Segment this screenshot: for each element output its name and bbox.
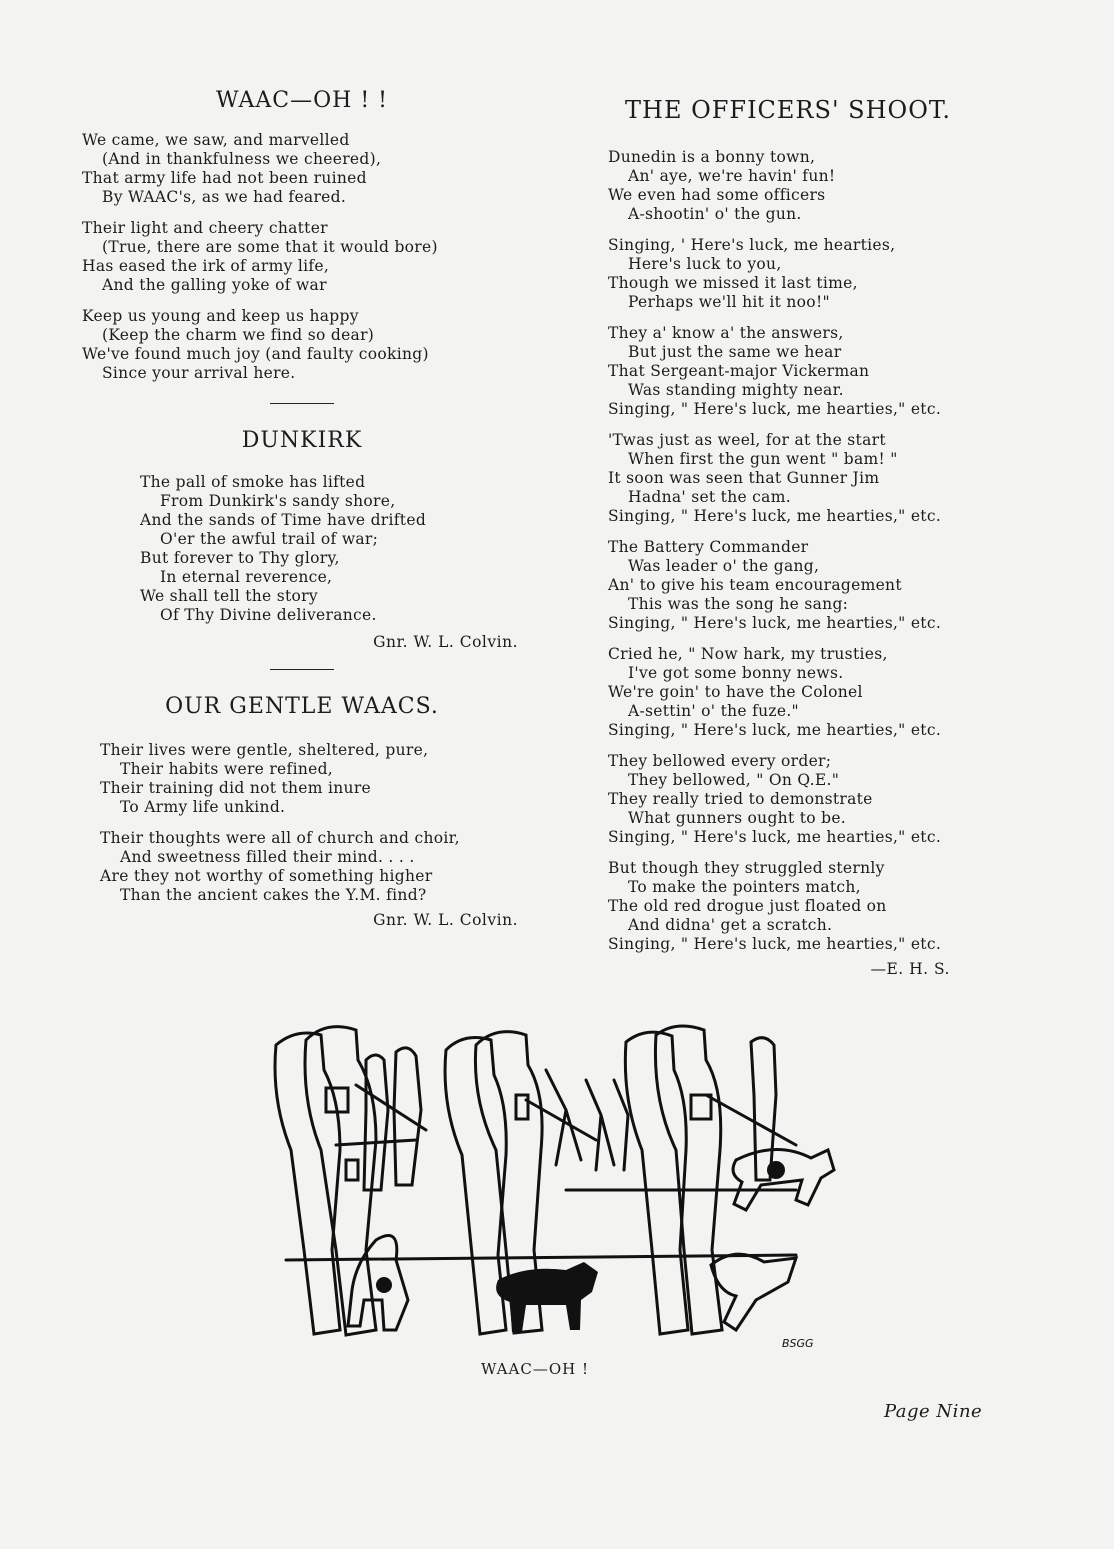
poem-line: To Army life unkind. — [120, 798, 286, 816]
poem-line: In eternal reverence, — [160, 568, 333, 586]
poem-signature: Gnr. W. L. Colvin. — [373, 911, 518, 929]
poem-line: A-shootin' o' the gun. — [628, 205, 802, 223]
running-dog — [733, 1149, 834, 1210]
poem-line: (True, there are some that it would bore) — [102, 238, 438, 256]
right-column — [608, 96, 968, 978]
poem-line: But just the same we hear — [628, 343, 842, 361]
leaping-dog — [711, 1254, 796, 1330]
poem-line: Singing, " Here's luck, me hearties," etc. — [608, 721, 942, 739]
stanza — [608, 324, 968, 419]
poem-line: Hadna' set the cam. — [628, 488, 791, 506]
marching-waacs-illustration — [236, 1000, 836, 1360]
stanza — [608, 645, 968, 740]
poem-line: But though they struggled sternly — [608, 859, 885, 877]
divider — [270, 403, 334, 404]
poem-line: Singing, " Here's luck, me hearties," etc. — [608, 614, 942, 632]
stanza — [608, 236, 968, 312]
poem-our-gentle-waacs — [82, 694, 522, 929]
poem-body — [608, 148, 968, 954]
poem-line: Their habits were refined, — [120, 760, 334, 778]
poem-line: From Dunkirk's sandy shore, — [160, 492, 396, 510]
poem-signature: —E. H. S. — [870, 960, 950, 978]
stanza — [82, 219, 522, 295]
divider — [270, 669, 334, 670]
poem-line: Was leader o' the gang, — [628, 557, 820, 575]
illustration-caption: WAAC—OH ! — [481, 1360, 589, 1378]
poem-line: An' to give his team encouragement — [608, 576, 902, 594]
artist-mark: BSGG — [782, 1337, 814, 1350]
poem-line: They a' know a' the answers, — [608, 324, 844, 342]
poem-line: Their light and cheery chatter — [82, 219, 328, 237]
poem-line: What gunners ought to be. — [628, 809, 847, 827]
poem-line: Of Thy Divine deliverance. — [160, 606, 377, 624]
stanza — [608, 431, 968, 526]
stanza — [608, 752, 968, 847]
poem-line: Dunedin is a bonny town, — [608, 148, 816, 166]
poem-line: And didna' get a scratch. — [628, 916, 833, 934]
poem-body — [82, 131, 522, 383]
poem-line: To make the pointers match, — [628, 878, 861, 896]
poem-officers-shoot — [608, 96, 968, 978]
poem-line: Cried he, " Now hark, my trusties, — [608, 645, 888, 663]
poem-line: The old red drogue just floated on — [608, 897, 887, 915]
poem-line: When first the gun went " bam! " — [628, 450, 898, 468]
poem-line: O'er the awful trail of war; — [160, 530, 379, 548]
poem-line: They really tried to demonstrate — [608, 790, 873, 808]
poem-line: Has eased the irk of army life, — [82, 257, 330, 275]
poem-line: A-settin' o' the fuze." — [628, 702, 799, 720]
poem-line: Perhaps we'll hit it noo!" — [628, 293, 830, 311]
page-number: Page Nine — [884, 1401, 983, 1422]
poem-line: Since your arrival here. — [102, 364, 296, 382]
poem-line: Singing, " Here's luck, me hearties," etc. — [608, 828, 942, 846]
poem-line: We shall tell the story — [140, 587, 318, 605]
poem-line: (Keep the charm we find so dear) — [102, 326, 375, 344]
poem-line: Was standing mighty near. — [628, 381, 844, 399]
poem-line: This was the song he sang: — [628, 595, 849, 613]
stanza — [82, 131, 522, 207]
stanza — [608, 148, 968, 224]
poem-body — [140, 473, 522, 625]
poem-line: The Battery Commander — [608, 538, 809, 556]
scottie-dog — [496, 1262, 598, 1332]
poem-line: Their thoughts were all of church and choir, — [100, 829, 460, 847]
poem-line: That Sergeant-major Vickerman — [608, 362, 870, 380]
stanza — [140, 473, 522, 625]
stanza — [608, 538, 968, 633]
poem-line: Here's luck to you, — [628, 255, 782, 273]
stanza — [82, 307, 522, 383]
poem-line: (And in thankfulness we cheered), — [102, 150, 382, 168]
poem-line: We came, we saw, and marvelled — [82, 131, 350, 149]
poem-line: And sweetness filled their mind. . . . — [120, 848, 415, 866]
stanza — [608, 859, 968, 954]
poem-signature: Gnr. W. L. Colvin. — [373, 633, 518, 651]
poem-line: 'Twas just as weel, for at the start — [608, 431, 886, 449]
poem-line: Singing, " Here's luck, me hearties," etc. — [608, 507, 942, 525]
poem-line: Singing, ' Here's luck, me hearties, — [608, 236, 896, 254]
poem-title: THE OFFICERS' SHOOT. — [625, 96, 951, 124]
poem-line: We've found much joy (and faulty cooking) — [82, 345, 429, 363]
poem-title: WAAC—OH ! ! — [215, 88, 388, 113]
poem-line: It soon was seen that Gunner Jim — [608, 469, 880, 487]
poem-line: I've got some bonny news. — [628, 664, 844, 682]
poem-line: Are they not worthy of something higher — [100, 867, 433, 885]
poem-body — [100, 741, 522, 905]
poem-line: Their training did not them inure — [100, 779, 372, 797]
stanza — [100, 829, 522, 905]
poem-line: By WAAC's, as we had feared. — [102, 188, 347, 206]
poem-line: Though we missed it last time, — [608, 274, 858, 292]
onlooker-figure — [751, 1038, 776, 1180]
poem-line: They bellowed every order; — [608, 752, 832, 770]
poem-line: And the galling yoke of war — [102, 276, 327, 294]
poem-line: Singing, " Here's luck, me hearties," etc. — [608, 400, 942, 418]
poem-line: Than the ancient cakes the Y.M. find? — [120, 886, 427, 904]
poem-title: OUR GENTLE WAACS. — [165, 694, 439, 719]
poem-line: We even had some officers — [608, 186, 826, 204]
poem-line: An' aye, we're havin' fun! — [628, 167, 836, 185]
poem-line: But forever to Thy glory, — [140, 549, 340, 567]
left-column — [82, 88, 522, 929]
poem-line: Singing, " Here's luck, me hearties," etc. — [608, 935, 942, 953]
poem-line: And the sands of Time have drifted — [140, 511, 427, 529]
poem-line: Their lives were gentle, sheltered, pure, — [100, 741, 429, 759]
stanza — [100, 741, 522, 817]
poem-dunkirk — [82, 428, 522, 651]
poem-line: Keep us young and keep us happy — [82, 307, 359, 325]
poem-line: They bellowed, " On Q.E." — [628, 771, 840, 789]
poem-waac-oh — [82, 88, 522, 383]
poem-line: The pall of smoke has lifted — [140, 473, 366, 491]
poem-title: DUNKIRK — [241, 428, 363, 453]
poem-line: That army life had not been ruined — [82, 169, 367, 187]
poem-line: We're goin' to have the Colonel — [608, 683, 863, 701]
